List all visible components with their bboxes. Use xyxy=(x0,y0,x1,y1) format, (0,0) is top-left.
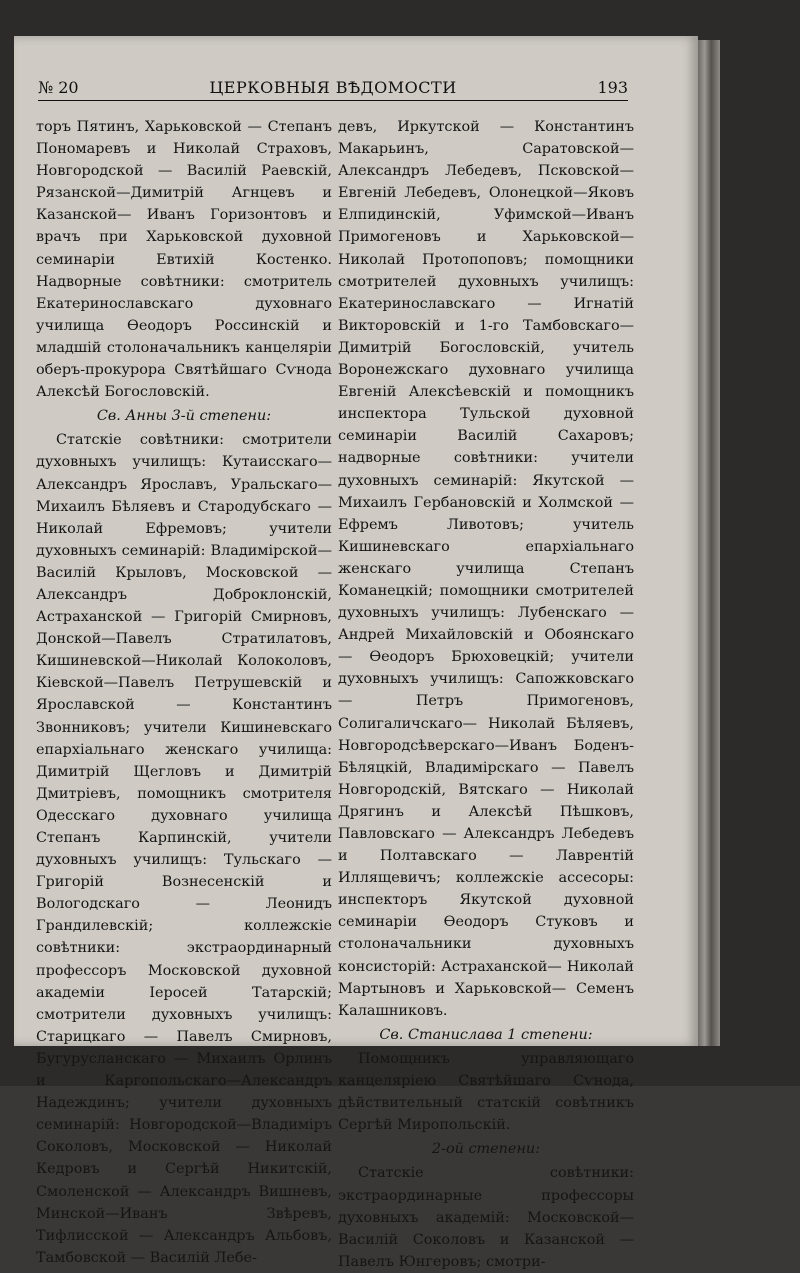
right-heading-degree-2: 2-ой степени: xyxy=(431,1141,541,1158)
left-paragraph-2: Статскіе совѣтники: смотрители духовныхъ училищъ: Кутаисскаго—Александръ Ярославъ, Уральскаго—Михаилъ Бѣляевъ и Стародубскаго — Николай Ефремовъ; учители духовныхъ семинарій: Владимірской—Василій Крыловъ, Московской — Александръ Доброклонскій, Астраханской — Григорій Смирновъ, Донской—Павелъ Стратилатовъ, Кишиневской—Николай Колоколовъ, Кіевской—Павелъ Петрушевскій и Ярославской — Константинъ Звонниковъ; учители Кишиневскаго епархіальнаго женскаго училища: Димитрій Щегловъ и Димитрій Дмитріевъ, помощникъ смотрителя Одесскаго духовнаго училища Степанъ Карпинскій, учители духовныхъ училищъ: Тульскаго — Григорій Вознесенскій и Вологодскаго — Леонидъ Грандилевскій; коллежскіе совѣтники: экстраординарный профессоръ Московской духовной академіи Іеросей Татарскій; смотрители духовныхъ училищъ: Старицкаго — Павелъ Смирновъ, Бугурусланскаго — Михаилъ Орлинъ и Каргопольскаго—Александръ Надеждинъ; учители духовныхъ семинарій: Новгородской—Владиміръ Соколовъ, Московской — Николай Кедровъ и Сергѣй Никитскій, Смоленской — Александръ Вишневъ, Минской—Иванъ Звѣревъ, Тифлисской — Александръ Альбовъ, Тамбовской — Василій Лебе- xyxy=(36,432,332,1266)
right-column xyxy=(338,116,634,1273)
issue-number: № 20 xyxy=(38,78,79,97)
right-paragraph-3: Статскіе совѣтники: экстраординарные профессоры духовныхъ академій: Московской—Василій Соколовъ и Казанской — Павелъ Юнгеровъ; смотри- xyxy=(338,1165,634,1270)
page-edge xyxy=(698,40,720,1046)
page-number: 193 xyxy=(597,78,628,97)
journal-title: ЦЕРКОВНЫЯ ВѢДОМОСТИ xyxy=(209,78,457,97)
right-paragraph-2: Помощникъ управляющаго канцеляріею Святѣйшаго Сѵнода, дѣйствительный статскій совѣтникъ Сергѣй Миропольскій. xyxy=(338,1050,634,1134)
right-heading-stanislav-1: Св. Станислава 1 степени: xyxy=(379,1026,593,1043)
left-heading-anna-3: Св. Анны 3-й степени: xyxy=(96,408,272,425)
right-paragraph-1: девъ, Иркутской — Константинъ Макарьинъ, Саратовской—Александръ Лебедевъ, Псковской—Евгеній Лебедевъ, Олонецкой—Яковъ Елпидинскій, Уфимской—Иванъ Примогеновъ и Харьковской—Николай Протопоповъ; помощники смотрителей духовныхъ училищъ: Екатеринославскаго — Игнатій Викторовскій и 1-го Тамбовскаго—Димитрій Богословскій, учитель Воронежскаго духовнаго училища Евгеній Алексѣевскій и помощникъ инспектора Тульской духовной семинаріи Василій Сахаровъ; надворные совѣтники: учители духовныхъ семинарій: Якутской — Михаилъ Гербановскій и Холмской — Ефремъ Ливотовъ; учитель Кишиневскаго епархіальнаго женскаго училища Степанъ Команецкій; помощники смотрителей духовныхъ училищъ: Лубенскаго — Андрей Михайловскій и Обоянскаго — Ѳеодоръ Брюховецкій; учители духовныхъ училищъ: Сапожковскаго — Петръ Примогеновъ, Солигаличскаго— Николай Бѣляевъ, Новгородсѣверскаго—Иванъ Боденъ-Бѣляцкій, Владимірскаго — Павелъ Новгородскій, Вятскаго — Николай Дрягинъ и Алексѣй Пѣшковъ, Павловскаго — Александръ Лебедевъ и Полтавскаго — Лаврентій Иллящевичъ; коллежскіе ассесоры: инспекторъ Якутской духовной семинаріи Ѳеодоръ Стуковъ и столоначальники духовныхъ консисторій: Астраханской— Николай Мартыновъ и Харьковской— Семенъ Калашниковъ. xyxy=(338,119,634,1019)
left-column xyxy=(36,116,332,1269)
running-header xyxy=(38,76,628,101)
left-paragraph-1: торъ Пятинъ, Харьковской — Степанъ Пономаревъ и Николай Страховъ, Новгородской — Василій Раевскій, Рязанской—Димитрій Агнцевъ и Казанской— Иванъ Горизонтовъ и врачъ при Харьковской духовной семинаріи Евтихій Костенко. Надворные совѣтники: смотритель Екатеринославскаго духовнаго училища Ѳеодоръ Россинскій и младшій столоначальникъ канцеляріи оберъ-прокурора Святѣйшаго Сѵнода Алексѣй Богословскій. xyxy=(36,119,332,401)
